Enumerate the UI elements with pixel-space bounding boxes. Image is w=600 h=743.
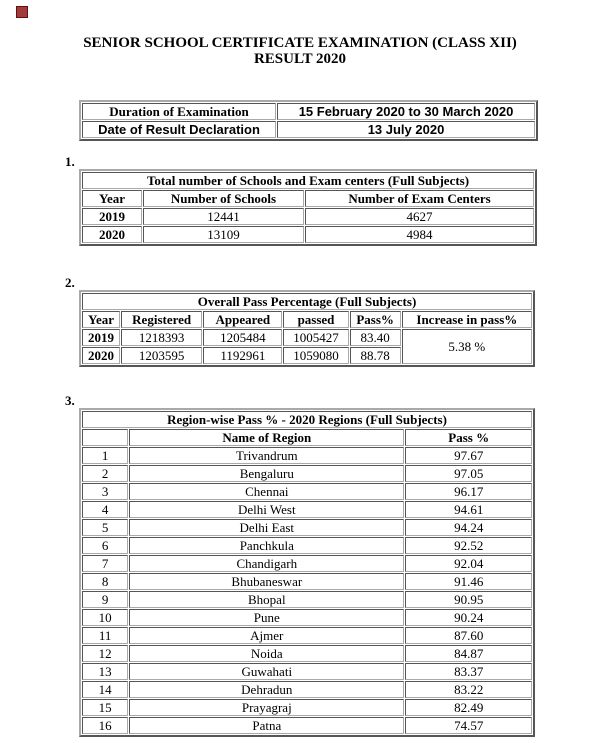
region-rank-cell: 1 bbox=[82, 447, 128, 464]
region-name-cell: Chandigarh bbox=[129, 555, 404, 572]
column-header-appeared: Appeared bbox=[203, 311, 282, 328]
table-caption: Overall Pass Percentage (Full Subjects) bbox=[82, 293, 532, 310]
region-pass-pct-cell: 90.95 bbox=[405, 591, 532, 608]
region-pass-pct-cell: 90.24 bbox=[405, 609, 532, 626]
region-name-cell: Pune bbox=[129, 609, 404, 626]
region-rank-cell: 7 bbox=[82, 555, 128, 572]
table-row bbox=[82, 226, 534, 243]
region-pass-pct-cell: 97.67 bbox=[405, 447, 532, 464]
exam-centers-cell: 4627 bbox=[305, 208, 534, 225]
table-caption: Region-wise Pass % - 2020 Regions (Full Subjects) bbox=[82, 411, 532, 428]
table-row bbox=[82, 501, 532, 518]
region-name-cell: Patna bbox=[129, 717, 404, 734]
passed-cell: 1005427 bbox=[283, 329, 348, 346]
table-row bbox=[82, 573, 532, 590]
appeared-cell: 1192961 bbox=[203, 347, 282, 364]
region-pass-pct-cell: 94.61 bbox=[405, 501, 532, 518]
region-rank-cell: 10 bbox=[82, 609, 128, 626]
column-header-rank bbox=[82, 429, 128, 446]
schools-cell: 12441 bbox=[143, 208, 304, 225]
region-rank-cell: 3 bbox=[82, 483, 128, 500]
table-row bbox=[82, 329, 532, 346]
region-pass-pct-cell: 91.46 bbox=[405, 573, 532, 590]
year-cell: 2019 bbox=[82, 208, 142, 225]
region-pass-pct-cell: 96.17 bbox=[405, 483, 532, 500]
exam-centers-cell: 4984 bbox=[305, 226, 534, 243]
table-row bbox=[82, 645, 532, 662]
table-row bbox=[82, 663, 532, 680]
region-name-cell: Chennai bbox=[129, 483, 404, 500]
region-pass-pct-cell: 94.24 bbox=[405, 519, 532, 536]
table-row bbox=[82, 627, 532, 644]
table-row bbox=[82, 681, 532, 698]
table-row bbox=[82, 208, 534, 225]
region-pass-pct-cell: 83.22 bbox=[405, 681, 532, 698]
region-name-cell: Ajmer bbox=[129, 627, 404, 644]
region-rank-cell: 6 bbox=[82, 537, 128, 554]
year-cell: 2020 bbox=[82, 226, 142, 243]
region-pass-pct-cell: 92.04 bbox=[405, 555, 532, 572]
region-pass-pct-cell: 87.60 bbox=[405, 627, 532, 644]
column-header-pass-pct: Pass% bbox=[350, 311, 401, 328]
duration-value: 15 February 2020 to 30 March 2020 bbox=[277, 103, 535, 120]
region-rank-cell: 12 bbox=[82, 645, 128, 662]
region-name-cell: Delhi West bbox=[129, 501, 404, 518]
pass-pct-cell: 83.40 bbox=[350, 329, 401, 346]
region-name-cell: Dehradun bbox=[129, 681, 404, 698]
region-pass-pct-cell: 97.05 bbox=[405, 465, 532, 482]
region-name-cell: Bengaluru bbox=[129, 465, 404, 482]
region-name-cell: Panchkula bbox=[129, 537, 404, 554]
table-row bbox=[82, 717, 532, 734]
column-header-increase: Increase in pass% bbox=[402, 311, 532, 328]
region-rank-cell: 14 bbox=[82, 681, 128, 698]
column-header-region-name: Name of Region bbox=[129, 429, 404, 446]
registered-cell: 1203595 bbox=[121, 347, 202, 364]
region-pass-pct-cell: 92.52 bbox=[405, 537, 532, 554]
region-rank-cell: 16 bbox=[82, 717, 128, 734]
passed-cell: 1059080 bbox=[283, 347, 348, 364]
section-number-2: 2. bbox=[65, 275, 75, 290]
table-header-row bbox=[82, 190, 534, 207]
region-name-cell: Noida bbox=[129, 645, 404, 662]
region-rank-cell: 8 bbox=[82, 573, 128, 590]
table-row bbox=[82, 103, 535, 120]
registered-cell: 1218393 bbox=[121, 329, 202, 346]
column-header-pass-pct: Pass % bbox=[405, 429, 532, 446]
broken-image-icon bbox=[16, 6, 28, 18]
region-name-cell: Bhubaneswar bbox=[129, 573, 404, 590]
table-row bbox=[82, 609, 532, 626]
result-date-label: Date of Result Declaration bbox=[82, 121, 276, 138]
region-name-cell: Delhi East bbox=[129, 519, 404, 536]
page-title bbox=[0, 0, 600, 67]
schools-exam-centers-table bbox=[79, 169, 537, 246]
table-row bbox=[82, 555, 532, 572]
region-rank-cell: 11 bbox=[82, 627, 128, 644]
table-header-row bbox=[82, 429, 532, 446]
region-name-cell: Bhopal bbox=[129, 591, 404, 608]
table-row bbox=[82, 699, 532, 716]
column-header-year: Year bbox=[82, 311, 120, 328]
region-name-cell: Guwahati bbox=[129, 663, 404, 680]
increase-in-pass-cell: 5.38 % bbox=[402, 329, 532, 364]
column-header-registered: Registered bbox=[121, 311, 202, 328]
region-table-body bbox=[82, 447, 532, 734]
region-wise-pass-table bbox=[79, 408, 535, 737]
region-rank-cell: 5 bbox=[82, 519, 128, 536]
pass-pct-cell: 88.78 bbox=[350, 347, 401, 364]
region-pass-pct-cell: 74.57 bbox=[405, 717, 532, 734]
column-header-year: Year bbox=[82, 190, 142, 207]
schools-cell: 13109 bbox=[143, 226, 304, 243]
column-header-passed: passed bbox=[283, 311, 348, 328]
table-row bbox=[82, 121, 535, 138]
section-number-1: 1. bbox=[65, 154, 75, 169]
appeared-cell: 1205484 bbox=[203, 329, 282, 346]
year-cell: 2019 bbox=[82, 329, 120, 346]
region-pass-pct-cell: 82.49 bbox=[405, 699, 532, 716]
region-rank-cell: 2 bbox=[82, 465, 128, 482]
table-row bbox=[82, 591, 532, 608]
table-row bbox=[82, 465, 532, 482]
table-row bbox=[82, 483, 532, 500]
overall-pass-percentage-table bbox=[79, 290, 535, 367]
region-pass-pct-cell: 84.87 bbox=[405, 645, 532, 662]
page-title-line2: RESULT 2020 bbox=[253, 51, 347, 67]
region-rank-cell: 13 bbox=[82, 663, 128, 680]
table-caption-row bbox=[82, 172, 534, 189]
region-name-cell: Prayagraj bbox=[129, 699, 404, 716]
table-header-row bbox=[82, 311, 532, 328]
page-title-line1: SENIOR SCHOOL CERTIFICATE EXAMINATION (CLASS XII) bbox=[83, 35, 517, 51]
region-rank-cell: 15 bbox=[82, 699, 128, 716]
column-header-exam-centers: Number of Exam Centers bbox=[305, 190, 534, 207]
region-rank-cell: 4 bbox=[82, 501, 128, 518]
section-number-3: 3. bbox=[65, 393, 75, 408]
result-date-value: 13 July 2020 bbox=[277, 121, 535, 138]
table-row bbox=[82, 447, 532, 464]
column-header-schools: Number of Schools bbox=[143, 190, 304, 207]
table-caption: Total number of Schools and Exam centers (Full Subjects) bbox=[82, 172, 534, 189]
region-pass-pct-cell: 83.37 bbox=[405, 663, 532, 680]
table-row bbox=[82, 537, 532, 554]
region-rank-cell: 9 bbox=[82, 591, 128, 608]
table-caption-row bbox=[82, 411, 532, 428]
exam-info-table bbox=[79, 100, 538, 141]
table-row bbox=[82, 519, 532, 536]
table-caption-row bbox=[82, 293, 532, 310]
year-cell: 2020 bbox=[82, 347, 120, 364]
region-name-cell: Trivandrum bbox=[129, 447, 404, 464]
duration-label: Duration of Examination bbox=[82, 103, 276, 120]
